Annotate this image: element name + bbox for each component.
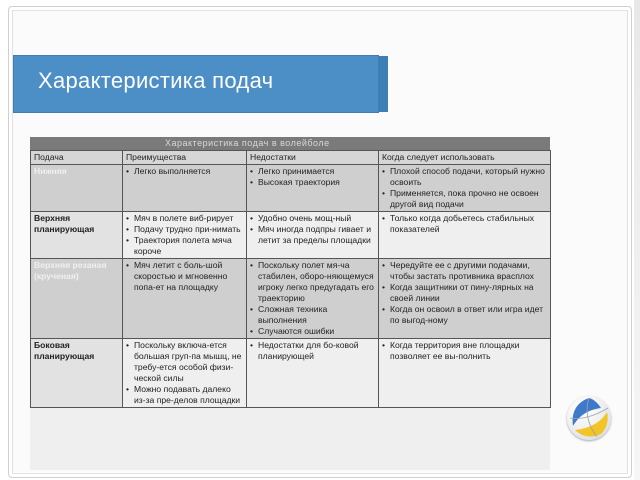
table-body [31,165,551,408]
use-cell [379,212,551,259]
table-row [31,259,551,339]
cons-cell [247,339,379,408]
table-row [31,212,551,259]
list-item: • Легко принимается [258,166,375,177]
list-item: • Применяется, пока прочно не освоен другой вид подачи [390,188,547,210]
list-item: • Высокая траектория [258,177,375,188]
list-item: • Чередуйте ее с другими подачами, чтобы застать противника врасплох [390,260,547,282]
list-item: • Легко выполняется [134,166,243,177]
cons-list [250,166,375,188]
pros-cell [123,259,247,339]
list-item: • Недостатки для бо-ковой планирующей [258,340,375,362]
pros-cell [123,339,247,408]
use-cell [379,339,551,408]
pros-list [126,340,243,406]
list-item: • Мяч летит с боль-шой скоростью и мгновенно попа-ет на площадку [134,260,243,293]
cons-cell [247,212,379,259]
volleyball-icon [567,396,611,440]
serve-type-cell: Верхняя резаная (крученая) [31,259,123,339]
pros-list [126,213,243,257]
header-cell: Подача [31,151,123,165]
use-list [382,260,547,326]
list-item: • Траектория полета мяча короче [134,235,243,257]
title-bar [14,56,378,112]
slide-title: Характеристика подач [38,68,274,93]
list-item: • Когда территория вне площадки позволяет ее вы-полнить [390,340,547,362]
table-banner-text: Характеристика подач в волейболе [165,138,330,148]
list-item: • Только когда добьетесь стабильных показателей [390,213,547,235]
table-banner [30,137,550,150]
use-list [382,213,547,235]
pros-cell [123,212,247,259]
use-cell [379,259,551,339]
list-item: • Удобно очень мощ-ный [258,213,375,224]
serve-type-cell: Нижняя [31,165,123,212]
cons-list [250,213,375,246]
serve-type-cell: Боковая планирующая [31,339,123,408]
table-row [31,339,551,408]
list-item: • Когда защитники от пину-лярных на своей линии [390,282,547,304]
list-item: • Подачу трудно при-нимать [134,224,243,235]
cons-cell [247,259,379,339]
volleyball-graphic [567,396,611,440]
cons-cell [247,165,379,212]
scanned-table-image [30,137,550,470]
use-list [382,340,547,362]
serve-characteristics-table [30,150,551,408]
use-list [382,166,547,210]
list-item: • Мяч в полете виб-рирует [134,213,243,224]
use-cell [379,165,551,212]
list-item: • Поскольку полет мя-ча стабилен, оборо-няющемуся игроку легко предугадать его траекторию [258,260,375,304]
list-item: • Случаются ошибки [258,326,375,337]
serve-type-cell: Верхняя планирующая [31,212,123,259]
pros-cell [123,165,247,212]
list-item: • Мяч иногда подпры гивает и летит за пределы площадки [258,224,375,246]
title-bar-fold [378,56,388,112]
cons-list [250,340,375,362]
list-item: • Поскольку включа-ется большая груп-па мышц, не требу-ется особой физи-ческой силы [134,340,243,384]
pros-list [126,260,243,293]
pros-list [126,166,243,177]
list-item: • Плохой способ подачи, который нужно освоить [390,166,547,188]
table-row [31,165,551,212]
list-item: • Сложная техника выполнения [258,304,375,326]
table-header-row [31,151,551,165]
header-cell: Преимущества [123,151,247,165]
list-item: • Можно подавать далеко из-за пре-делов площадки [134,384,243,406]
header-cell: Когда следует использовать [379,151,551,165]
slide-edge [634,0,640,480]
list-item: • Когда он освоил в ответ или игра идет по выгод-ному [390,304,547,326]
header-cell: Недостатки [247,151,379,165]
cons-list [250,260,375,337]
